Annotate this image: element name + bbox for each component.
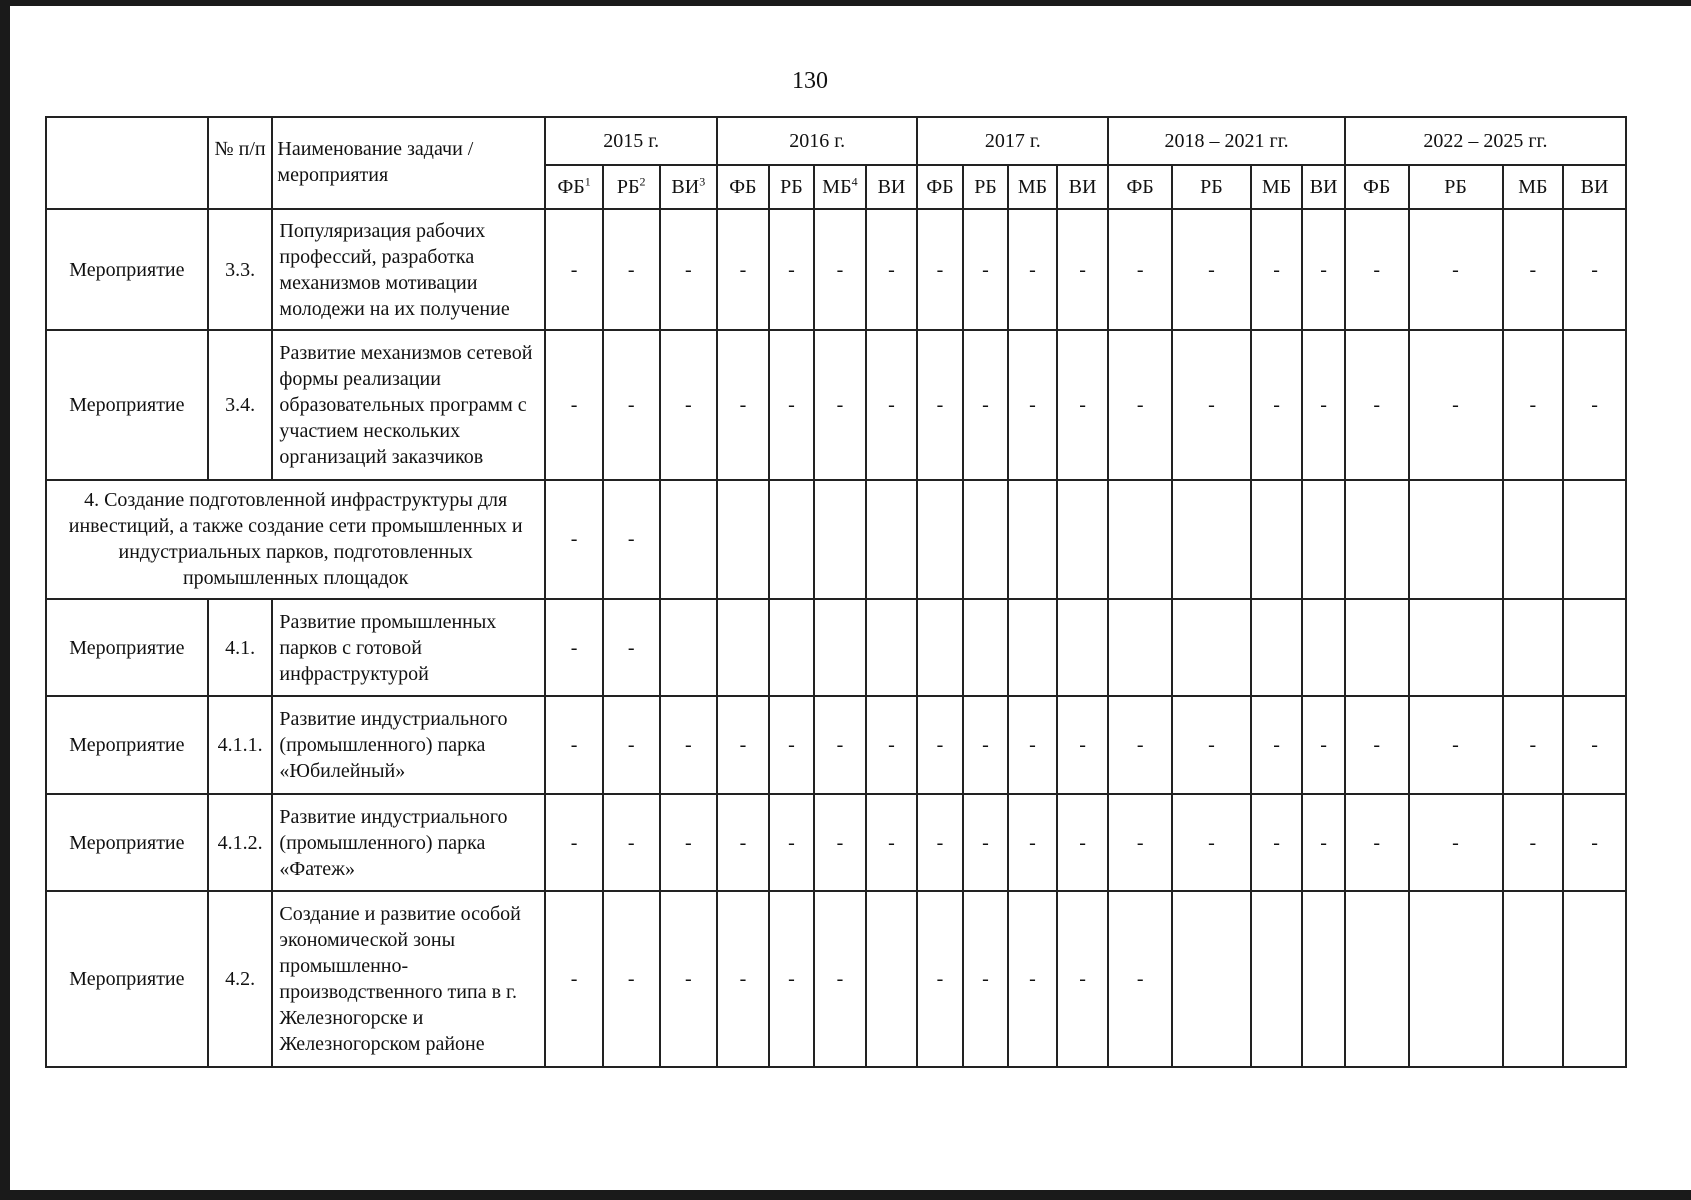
row-type: Мероприятие <box>46 209 208 330</box>
row-type: Мероприятие <box>46 696 208 794</box>
row-name: Развитие механизмов сетевой формы реализации образовательных программ с участием нескольких организаций заказчиков <box>272 330 545 480</box>
value-cell: - <box>660 891 718 1067</box>
value-cell <box>1503 891 1564 1067</box>
value-cell: - <box>769 696 814 794</box>
value-cell <box>1345 480 1409 599</box>
value-cell: - <box>603 480 660 599</box>
value-cell: - <box>717 794 769 892</box>
source-label: МБ <box>1261 176 1292 198</box>
source-label: РБ <box>616 176 640 198</box>
value-cell: - <box>769 891 814 1067</box>
table-body <box>46 209 1626 1067</box>
value-cell: - <box>917 891 962 1067</box>
source-label: ВИ <box>877 176 906 198</box>
row-number: 4.1.1. <box>208 696 273 794</box>
source-label: МБ <box>822 176 852 198</box>
corner-cell <box>46 117 208 209</box>
value-cell: - <box>1008 330 1057 480</box>
value-cell <box>1108 599 1172 697</box>
value-cell <box>1251 599 1303 697</box>
source-header <box>1008 165 1057 209</box>
value-cell: - <box>917 209 962 330</box>
source-header <box>1251 165 1303 209</box>
value-cell <box>963 480 1008 599</box>
value-cell: - <box>1057 330 1109 480</box>
value-cell <box>1251 891 1303 1067</box>
source-label: РБ <box>1444 176 1467 198</box>
value-cell: - <box>1503 209 1564 330</box>
value-cell: - <box>545 794 603 892</box>
value-cell <box>769 599 814 697</box>
source-label: ВИ <box>1580 176 1609 198</box>
value-cell <box>717 599 769 697</box>
source-label: ФБ <box>557 176 585 198</box>
value-cell <box>1302 480 1344 599</box>
value-cell: - <box>866 794 918 892</box>
value-cell: - <box>1251 209 1303 330</box>
value-cell <box>660 480 718 599</box>
value-cell <box>1563 599 1626 697</box>
value-cell: - <box>963 696 1008 794</box>
value-cell: - <box>1563 696 1626 794</box>
value-cell: - <box>1251 330 1303 480</box>
footnote-mark: 1 <box>584 174 591 189</box>
value-cell: - <box>1302 209 1344 330</box>
value-cell <box>1172 480 1251 599</box>
period-header: 2017 г. <box>917 117 1108 165</box>
source-label: ФБ <box>926 176 954 198</box>
value-cell: - <box>1503 794 1564 892</box>
value-cell: - <box>603 330 660 480</box>
value-cell: - <box>660 209 718 330</box>
source-header <box>1172 165 1251 209</box>
source-label: ФБ <box>1126 176 1154 198</box>
table-row <box>46 209 1626 330</box>
scan-edge-top <box>0 0 1691 6</box>
row-name: Развитие индустриального (промышленного) парка «Фатеж» <box>272 794 545 892</box>
source-header <box>1409 165 1503 209</box>
value-cell: - <box>1409 794 1503 892</box>
value-cell: - <box>717 696 769 794</box>
value-cell: - <box>603 209 660 330</box>
value-cell: - <box>717 891 769 1067</box>
value-cell <box>866 480 918 599</box>
value-cell <box>769 480 814 599</box>
source-label: РБ <box>780 176 803 198</box>
source-header <box>603 165 660 209</box>
value-cell: - <box>963 330 1008 480</box>
value-cell <box>1008 599 1057 697</box>
source-header <box>1108 165 1172 209</box>
value-cell: - <box>660 330 718 480</box>
value-cell <box>1057 480 1109 599</box>
scan-edge-left <box>0 0 10 1200</box>
value-cell: - <box>1008 794 1057 892</box>
value-cell <box>866 599 918 697</box>
name-header: Наименование задачи / мероприятия <box>272 117 545 209</box>
value-cell: - <box>917 794 962 892</box>
value-cell <box>917 480 962 599</box>
value-cell: - <box>769 794 814 892</box>
header-row-periods <box>46 117 1626 165</box>
value-cell <box>1057 599 1109 697</box>
value-cell: - <box>814 891 866 1067</box>
source-header <box>1503 165 1564 209</box>
value-cell: - <box>545 480 603 599</box>
value-cell: - <box>545 696 603 794</box>
value-cell <box>1345 599 1409 697</box>
value-cell: - <box>1172 794 1251 892</box>
value-cell: - <box>1409 209 1503 330</box>
period-header: 2022 – 2025 гг. <box>1345 117 1626 165</box>
value-cell: - <box>1057 696 1109 794</box>
value-cell: - <box>1345 696 1409 794</box>
source-header <box>1345 165 1409 209</box>
value-cell: - <box>1409 330 1503 480</box>
value-cell: - <box>1563 330 1626 480</box>
period-header: 2015 г. <box>545 117 717 165</box>
value-cell <box>660 599 718 697</box>
table-row <box>46 891 1626 1067</box>
value-cell: - <box>1172 209 1251 330</box>
value-cell: - <box>603 599 660 697</box>
value-cell: - <box>814 794 866 892</box>
value-cell: - <box>660 794 718 892</box>
source-header <box>1563 165 1626 209</box>
value-cell <box>1409 480 1503 599</box>
value-cell: - <box>963 891 1008 1067</box>
source-header <box>660 165 718 209</box>
section-row <box>46 480 1626 599</box>
row-number: 3.4. <box>208 330 273 480</box>
source-header <box>1302 165 1344 209</box>
table-row <box>46 794 1626 892</box>
value-cell: - <box>1251 794 1303 892</box>
funding-table <box>45 116 1627 1068</box>
value-cell: - <box>660 696 718 794</box>
table-row <box>46 696 1626 794</box>
value-cell: - <box>1057 209 1109 330</box>
value-cell <box>866 891 918 1067</box>
table-row <box>46 599 1626 697</box>
source-header <box>814 165 866 209</box>
source-label: ВИ <box>1309 176 1338 198</box>
value-cell: - <box>1503 696 1564 794</box>
value-cell: - <box>1345 794 1409 892</box>
source-header <box>866 165 918 209</box>
period-header: 2018 – 2021 гг. <box>1108 117 1345 165</box>
source-label: ФБ <box>729 176 757 198</box>
value-cell <box>1108 480 1172 599</box>
value-cell: - <box>866 696 918 794</box>
value-cell: - <box>1345 209 1409 330</box>
page-number: 130 <box>792 68 828 94</box>
scan-edge-bottom <box>0 1190 1691 1200</box>
period-header: 2016 г. <box>717 117 917 165</box>
value-cell: - <box>769 330 814 480</box>
row-number: 4.1.2. <box>208 794 273 892</box>
value-cell: - <box>814 330 866 480</box>
value-cell: - <box>1057 794 1109 892</box>
row-number: 3.3. <box>208 209 273 330</box>
row-type: Мероприятие <box>46 794 208 892</box>
source-label: ФБ <box>1363 176 1391 198</box>
value-cell: - <box>866 209 918 330</box>
value-cell: - <box>545 599 603 697</box>
value-cell: - <box>814 696 866 794</box>
row-name: Развитие индустриального (промышленного) парка «Юбилейный» <box>272 696 545 794</box>
value-cell: - <box>917 696 962 794</box>
value-cell: - <box>1172 330 1251 480</box>
value-cell <box>717 480 769 599</box>
value-cell: - <box>1302 696 1344 794</box>
value-cell: - <box>1345 330 1409 480</box>
value-cell: - <box>1008 696 1057 794</box>
value-cell <box>814 599 866 697</box>
value-cell: - <box>1302 330 1344 480</box>
value-cell: - <box>917 330 962 480</box>
value-cell <box>1172 891 1251 1067</box>
value-cell: - <box>814 209 866 330</box>
value-cell: - <box>1251 696 1303 794</box>
source-label: ВИ <box>671 176 700 198</box>
value-cell <box>1503 599 1564 697</box>
value-cell: - <box>545 330 603 480</box>
num-header: № п/п <box>208 117 273 209</box>
value-cell: - <box>1302 794 1344 892</box>
value-cell <box>814 480 866 599</box>
value-cell: - <box>1108 891 1172 1067</box>
row-name: Развитие промышленных парков с готовой инфраструктурой <box>272 599 545 697</box>
value-cell: - <box>545 209 603 330</box>
footnote-mark: 4 <box>851 174 858 189</box>
value-cell: - <box>963 209 1008 330</box>
row-number: 4.2. <box>208 891 273 1067</box>
value-cell <box>1251 480 1303 599</box>
value-cell <box>1563 480 1626 599</box>
value-cell <box>1503 480 1564 599</box>
value-cell: - <box>1008 891 1057 1067</box>
source-header <box>963 165 1008 209</box>
row-type: Мероприятие <box>46 891 208 1067</box>
value-cell: - <box>1503 330 1564 480</box>
source-label: ВИ <box>1068 176 1097 198</box>
value-cell: - <box>1172 696 1251 794</box>
section-title: 4. Создание подготовленной инфраструктуры для инвестиций, а также создание сети промышленных и индустриальных парков, подготовленных промышленных площадок <box>46 480 545 599</box>
source-header <box>917 165 962 209</box>
value-cell: - <box>717 209 769 330</box>
value-cell <box>1172 599 1251 697</box>
source-header <box>1057 165 1109 209</box>
source-label: РБ <box>1200 176 1223 198</box>
value-cell <box>1563 891 1626 1067</box>
source-header <box>717 165 769 209</box>
value-cell: - <box>603 891 660 1067</box>
footnote-mark: 3 <box>699 174 706 189</box>
value-cell <box>1302 891 1344 1067</box>
value-cell <box>917 599 962 697</box>
value-cell: - <box>769 209 814 330</box>
source-label: МБ <box>1017 176 1048 198</box>
value-cell <box>1008 480 1057 599</box>
value-cell <box>1302 599 1344 697</box>
value-cell: - <box>1057 891 1109 1067</box>
value-cell: - <box>866 330 918 480</box>
value-cell: - <box>1108 696 1172 794</box>
table-row <box>46 330 1626 480</box>
value-cell <box>963 599 1008 697</box>
row-type: Мероприятие <box>46 330 208 480</box>
value-cell <box>1409 599 1503 697</box>
value-cell: - <box>1563 794 1626 892</box>
row-type: Мероприятие <box>46 599 208 697</box>
source-label: РБ <box>974 176 997 198</box>
value-cell: - <box>1108 209 1172 330</box>
source-header <box>769 165 814 209</box>
value-cell: - <box>1409 696 1503 794</box>
row-number: 4.1. <box>208 599 273 697</box>
value-cell: - <box>1108 330 1172 480</box>
value-cell: - <box>717 330 769 480</box>
source-label: МБ <box>1518 176 1548 198</box>
value-cell <box>1409 891 1503 1067</box>
value-cell: - <box>603 794 660 892</box>
value-cell: - <box>1008 209 1057 330</box>
value-cell: - <box>603 696 660 794</box>
value-cell: - <box>1563 209 1626 330</box>
footnote-mark: 2 <box>639 174 646 189</box>
value-cell <box>1345 891 1409 1067</box>
value-cell: - <box>963 794 1008 892</box>
source-header <box>545 165 603 209</box>
row-name: Популяризация рабочих профессий, разработка механизмов мотивации молодежи на их получение <box>272 209 545 330</box>
row-name: Создание и развитие особой экономической зоны промышленно-производственного типа в г. Железногорске и Железногорском районе <box>272 891 545 1067</box>
value-cell: - <box>545 891 603 1067</box>
value-cell: - <box>1108 794 1172 892</box>
